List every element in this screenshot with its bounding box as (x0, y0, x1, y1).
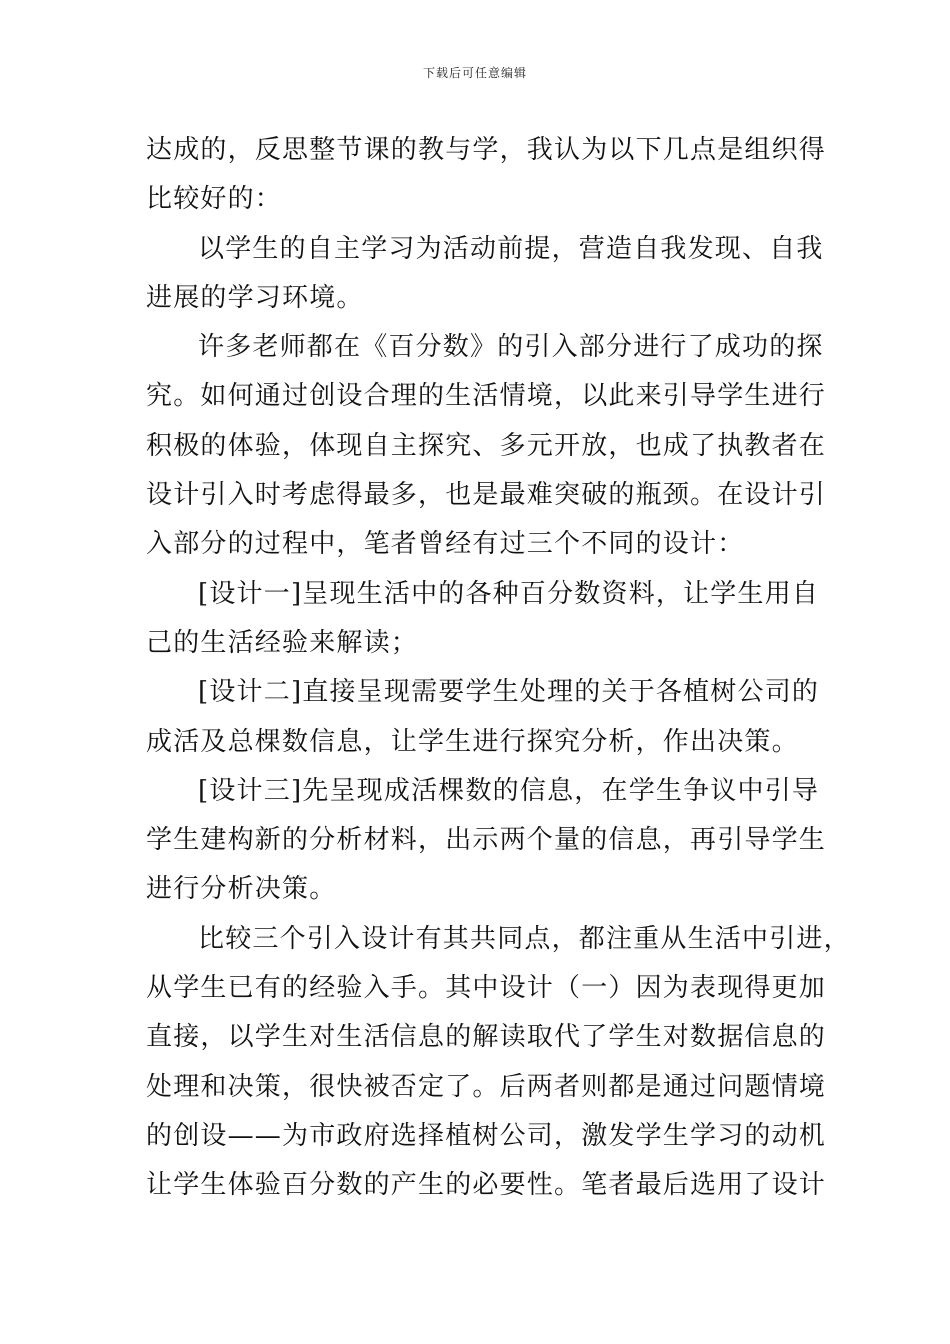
text-line-8: 设计引入时考虑得最多，也是最难突破的瓶颈。在设计引 (146, 480, 827, 511)
text-line-18: 从学生已有的经验入手。其中设计（一）因为表现得更加 (146, 973, 827, 1004)
text-line-11: 己的生活经验来解读； (146, 627, 419, 658)
text-line-21: 的创设——为市政府选择植树公司，激发学生学习的动机 (146, 1120, 827, 1151)
text-line-15: 学生建构新的分析材料，出示两个量的信息，再引导学生 (146, 825, 827, 856)
text-line-17: 比较三个引入设计有其共同点，都注重从生活中引进， (198, 923, 851, 954)
text-line-1: 达成的，反思整节课的教与学，我认为以下几点是组织得 (146, 135, 827, 165)
text-line-9: 入部分的过程中，笔者曾经有过三个不同的设计： (146, 529, 745, 560)
text-line-6: 究。如何通过创设合理的生活情境，以此来引导学生进行 (146, 381, 827, 412)
text-line-14: [设计三]先呈现成活棵数的信息，在学生争议中引导 (198, 775, 820, 806)
text-line-16: 进行分析决策。 (146, 874, 337, 905)
text-line-22: 让学生体验百分数的产生的必要性。笔者最后选用了设计 (146, 1170, 827, 1201)
page-header: 下载后可任意编辑 (422, 66, 527, 80)
text-line-4: 进展的学习环境。 (146, 282, 364, 313)
text-line-7: 积极的体验，体现自主探究、多元开放，也成了执教者在 (146, 430, 827, 461)
text-line-5: 许多老师都在《百分数》的引入部分进行了成功的探 (198, 332, 824, 363)
text-line-20: 处理和决策，很快被否定了。后两者则都是通过问题情境 (146, 1071, 827, 1102)
text-line-12: [设计二]直接呈现需要学生处理的关于各植树公司的 (198, 677, 820, 708)
text-line-3: 以学生的自主学习为活动前提，营造自我发现、自我 (198, 233, 824, 264)
document-body (146, 126, 851, 1211)
text-line-13: 成活及总棵数信息，让学生进行探究分析，作出决策。 (146, 726, 799, 757)
text-line-10: [设计一]呈现生活中的各种百分数资料，让学生用自 (198, 578, 820, 609)
text-line-19: 直接，以学生对生活信息的解读取代了学生对数据信息的 (146, 1022, 827, 1053)
text-line-2: 比较好的： (146, 184, 283, 215)
